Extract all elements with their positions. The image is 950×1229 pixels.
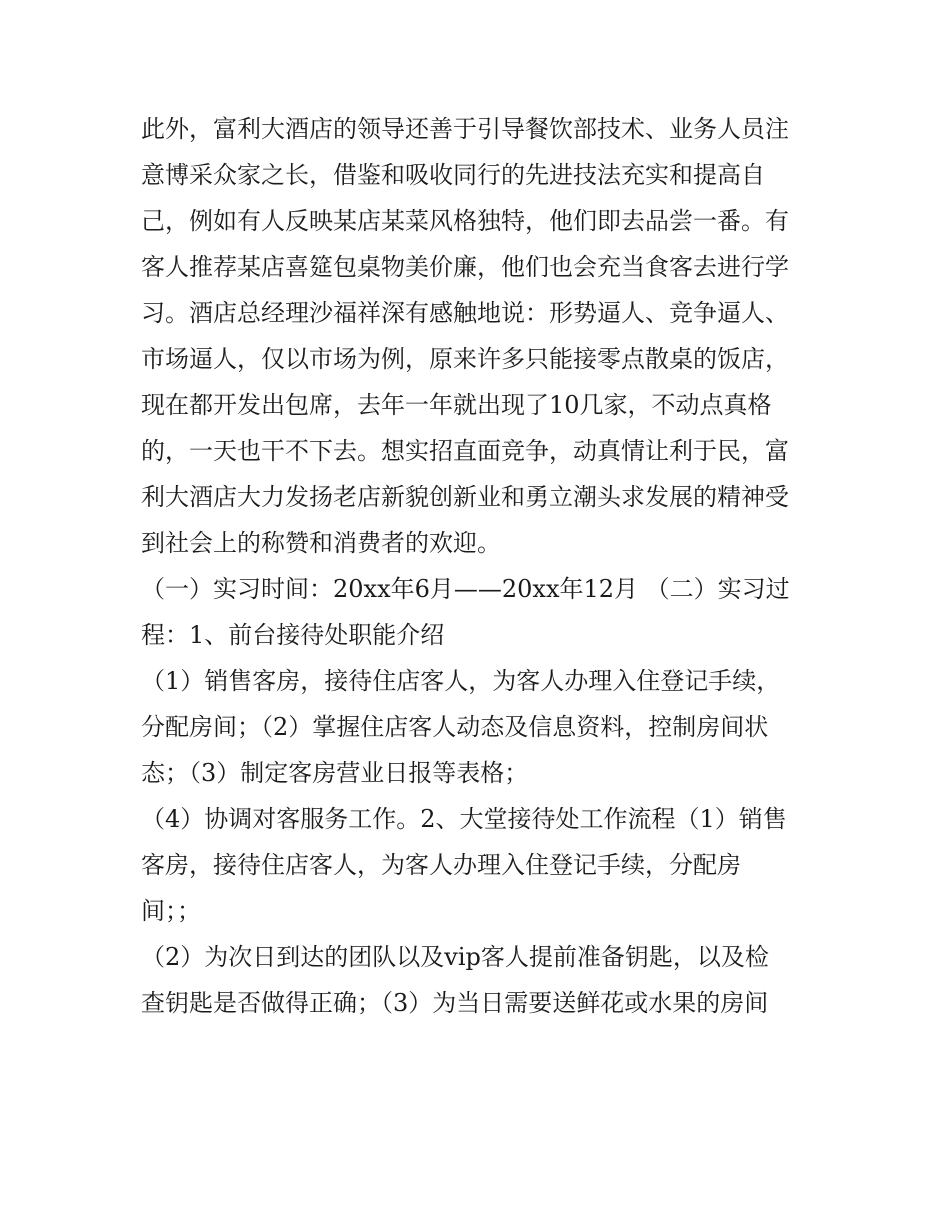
text-line: 查钥匙是否做得正确；（3）为当日需要送鲜花或水果的房间 [141,989,769,1017]
text-line: 己，例如有人反映某店某菜风格独特，他们即去品尝一番。有 [141,207,789,235]
text-line: 客房，接待住店客人，为客人办理入住登记手续，分配房 [141,851,741,879]
text-line: 市场逼人，仅以市场为例，原来许多只能接零点散桌的饭店， [141,345,789,373]
text-line: 的，一天也干不下去。想实招直面竞争，动真情让利于民，富 [141,437,789,465]
text-line: 此外，富利大酒店的领导还善于引导餐饮部技术、业务人员注 [141,115,789,143]
text-line: 到社会上的称赞和消费者的欢迎。 [141,529,501,557]
text-line: 客人推荐某店喜筵包桌物美价廉，他们也会充当食客去进行学 [141,253,789,281]
text-line: 利大酒店大力发扬老店新貌创新业和勇立潮头求发展的精神受 [141,483,789,511]
text-line: （一）实习时间：20xx年6月——20xx年12月 （二）实习过 [141,575,790,603]
text-line: 意博采众家之长，借鉴和吸收同行的先进技法充实和提高自 [141,161,765,189]
text-line: （1）销售客房，接待住店客人，为客人办理入住登记手续， [141,667,781,695]
text-line: 现在都开发出包席，去年一年就出现了10几家，不动点真格 [141,391,772,419]
text-line: 分配房间；（2）掌握住店客人动态及信息资料，控制房间状 [141,713,769,741]
text-line: （4）协调对客服务工作。2、大堂接待处工作流程（1）销售 [141,805,787,833]
text-line: （2）为次日到达的团队以及vip客人提前准备钥匙，以及检 [141,943,769,971]
text-line: 程：1、前台接待处职能介绍 [141,621,445,649]
body-text [141,106,821,1026]
text-line: 态；（3）制定客房营业日报等表格； [141,759,529,787]
text-line: 习。酒店总经理沙福祥深有感触地说：形势逼人、竞争逼人、 [141,299,789,327]
text-line: 间；； [141,897,201,925]
